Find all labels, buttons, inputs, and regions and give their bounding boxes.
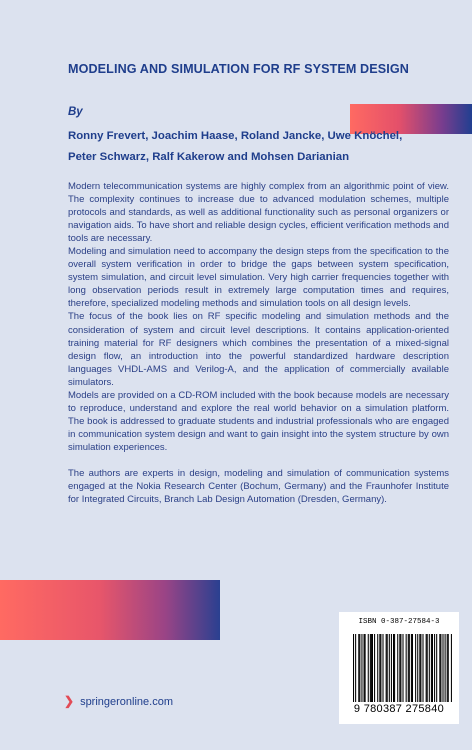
- blurb-paragraph: The focus of the book lies on RF specific modeling and simulation methods and the consideration of system and circuit level descriptions. It contains application-oriented training material for RF designers which combines the presentation of a mixed-signal design flow, an introduction into the powerful standardized hardware description languages VHDL-AMS and Verilog-A, and the application of commercially available simulators.: [68, 311, 449, 388]
- barcode-number: 9 780387 275840: [353, 703, 445, 715]
- barcode-panel: [339, 612, 459, 724]
- publisher-url: springeronline.com: [80, 696, 173, 708]
- book-title: MODELING AND SIMULATION FOR RF SYSTEM DESIGN: [68, 62, 409, 76]
- barcode: [353, 634, 453, 702]
- publisher-link[interactable]: [64, 694, 173, 708]
- blurb: [68, 180, 449, 506]
- blurb-paragraph: Modern telecommunication systems are highly complex from an algorithmic point of view. The complexity continues to increase due to advanced modulation schemes, multiple protocols and standards, as well as additional functionality such as personal organizers or navigation aids. To have short and reliable design cycles, efficient verification methods and tools are necessary.: [68, 181, 449, 245]
- blurb-paragraph: Modeling and simulation need to accompany the design steps from the specification to the overall system verification in order to bridge the gaps between system specification, system simulation, and circuit level simulation. Very high carrier frequencies together with long observation periods result in extremely large computation times and requires, therefore, specialized modeling methods and simulation tools on all design levels.: [68, 246, 449, 310]
- by-label: By: [68, 106, 83, 118]
- author-bio-paragraph: The authors are experts in design, modeling and simulation of communication systems engaged at the Nokia Research Center (Bochum, Germany) and the Fraunhofer Institute for Integrated Circuits, Branch Lab Design Automation (Dresden, Germany).: [68, 467, 449, 506]
- author-line: Peter Schwarz, Ralf Kakerow and Mohsen Darianian: [68, 151, 350, 163]
- chevron-right-icon: ❯: [64, 694, 75, 708]
- blurb-paragraph: Models are provided on a CD-ROM included with the book because models are necessary to reproduce, understand and explore the real world behavior on a simulation platform. The book is addressed to graduate students and industrial professionals who are engaged in communication system design and want to gain insight into the system structure by own simulation experiences.: [68, 389, 449, 453]
- gradient-band-bottom: [0, 580, 220, 640]
- author-line: Ronny Frevert, Joachim Haase, Roland Jancke, Uwe Knöchel,: [68, 130, 403, 142]
- isbn-text: ISBN 0-387-27584-3: [358, 618, 440, 626]
- author-list: [68, 126, 458, 168]
